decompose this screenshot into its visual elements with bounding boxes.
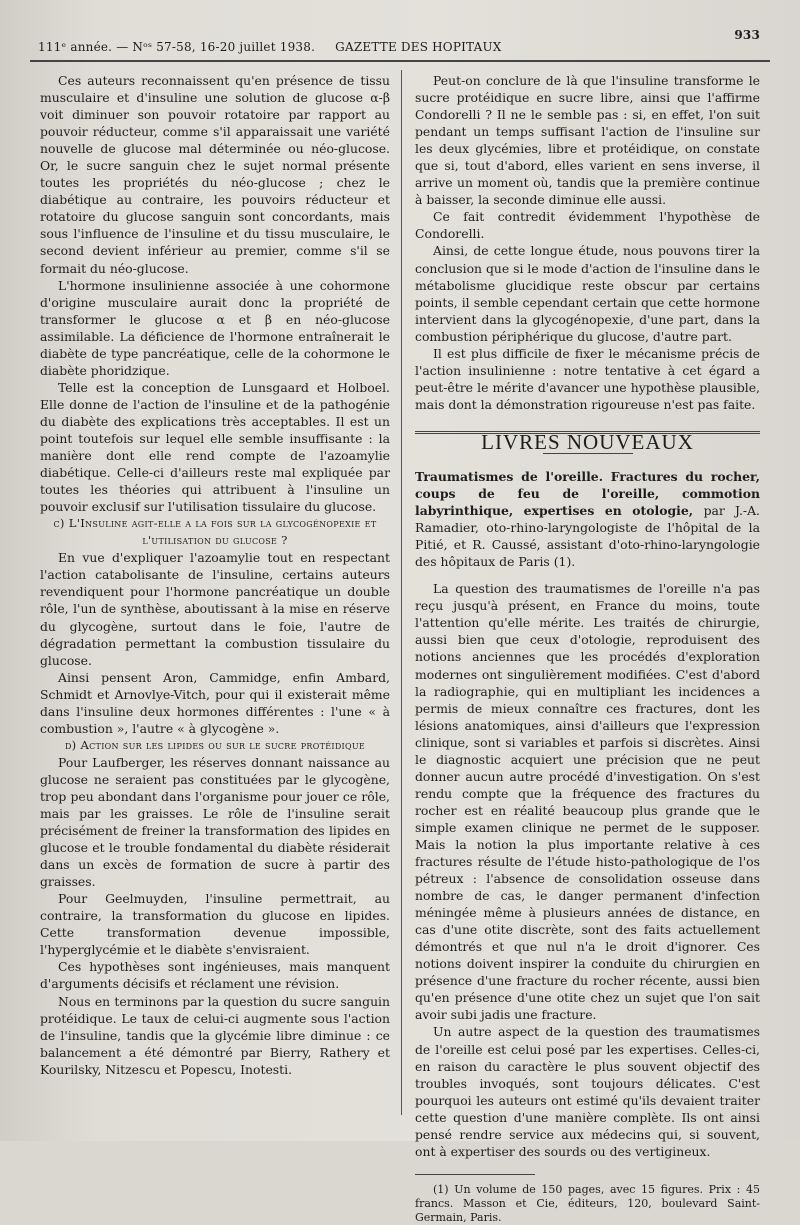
book-review-title [415, 468, 760, 570]
paragraph: Peut-on conclure de là que l'insuline transforme le sucre protéidique en sucre libre, ainsi que l'affirme Condorelli ? Il ne le semble pas : si, en effet, l'on suit pendant un temps suffisant l'action de l'insuline sur les deux glycémies, libre et protéidique, on constate que si, tout d'abord, elles varient en sens inverse, il arrive un moment où, tandis que la première continue à baisser, la seconde diminue elle aussi. [415, 73, 760, 208]
section-heading-d: d) Action sur les lipides ou sur le sucre protéidique [64, 737, 366, 752]
paragraph: Un autre aspect de la question des traumatismes de l'oreille est celui posé par les expertises. Celles-ci, en raison du caractère le plus souvent objectif des troubles invoqués, sont toujours délicates. C'est pourquoi les auteurs ont estimé qu'ils devaient traiter cette question d'une manière complète. Ils ont ainsi pensé rendre service aux médecins qui, si souvent, ont à expertiser des sourds ou des vertigineux. [415, 1024, 760, 1159]
left-column [40, 72, 390, 1078]
book-title: Traumatismes de l'oreille. Fractures du rocher, coups de feu de l'oreille, commotion labyrinthique, expertises en otologie, [415, 468, 760, 519]
paragraph: Ces auteurs reconnaissent qu'en présence de tissu musculaire et d'insuline une solution de glucose α-β voit diminuer son pouvoir rotatoire par rapport au pouvoir réducteur, comme s'il apparaissait une variété nouvelle de glucose mal déterminée ou néo-glucose. Or, le sucre sanguin chez le sujet normal présente toutes les propriétés du néo-glucose ; chez le diabétique au contraire, les pouvoirs réducteur et rotatoire du glucose sanguin sont concordants, mais sous l'influence de l'insuline et du tissu musculaire, le second devient inférieur au premier, comme s'il se formait du néo-glucose. [40, 73, 390, 276]
paragraph: L'hormone insulinienne associée à une cohormone d'origine musculaire aurait donc la propriété de transformer le glucose α et β en néo-glucose assimilable. La déficience de l'hormone entraînerait le diabète de type pancréatique, celle de la cohormone le diabète phoridzique. [40, 277, 390, 378]
book-authors: par J.-A. Ramadier, oto-rhino-laryngologiste de l'hôpital de la Pitié, et R. Caussé, assistant d'oto-rhino-laryngologie des hôpitaux de Paris (1). [415, 503, 760, 570]
paragraph: Ainsi pensent Aron, Cammidge, enfin Ambard, Schmidt et Arnovlye-Vitch, pour qui il existerait même dans l'insuline deux hormones différentes : l'une « à combustion », l'autre « à glycogène ». [40, 669, 390, 736]
paragraph: Nous en terminons par la question du sucre sanguin protéidique. Le taux de celui-ci augmente sous l'action de l'insuline, tandis que la glycémie libre diminue : ce balancement a été démontré par Bierry, Rathery et Kourilsky, Nitzescu et Popescu, Inotesti. [40, 993, 390, 1077]
footnote-rule [415, 1174, 535, 1175]
paragraph: Ainsi, de cette longue étude, nous pouvons tirer la conclusion que si le mode d'action de l'insuline dans le métabolisme glucidique reste obscur par certains points, il semble cependant certain que cette hormone intervient dans la glycogénopexie, d'une part, dans la combustion périphérique du glucose, d'autre part. [415, 243, 760, 344]
paragraph: Telle est la conception de Lunsgaard et Holboel. Elle donne de l'action de l'insuline et de la pathogénie du diabète des explications très acceptables. Il est un point toutefois sur lequel elle semble insuffisante : la manière dont elle rend compte de l'azoamylie diabétique. Celle-ci d'ailleurs reste mal expliquée par toutes les théories qui attribuent à l'insuline un pouvoir exclusif sur l'utilisation tissulaire du glucose. [40, 379, 390, 515]
paragraph: La question des traumatismes de l'oreille n'a pas reçu jusqu'à présent, en France du moins, toute l'attention qu'elle mérite. Les traités de chirurgie, aussi bien que ceux d'otologie, reproduisent des notions anciennes que les procédés d'exploration modernes ont singulièrement modifiées. C'est d'abord la radiographie, qui en multipliant les incidences a permis de mieux connaître ces fractures, dont les lésions anatomiques, ainsi d'ailleurs que l'expression clinique, sont si variables et parfois si discrètes. Ainsi le diagnostic acquiert une précision que ne peut donner aucun autre procédé d'investigation. On s'est rendu compte que la fréquence des fractures du rocher est en réalité beaucoup plus grande que le simple examen clinique ne permet de le supposer. Mais la notion la plus importante relative à ces fractures résulte de l'étude histo-pathologique de l'os pétreux : l'absence de consolidation osseuse dans nombre de cas, le danger permanent d'infection méningée même à plusieurs années de distance, en cas d'une otite discrète, sont des faits actuellement démontrés et que nul n'a le droit d'ignorer. Ces notions doivent inspirer la conduite du chirurgien en présence d'une fracture du rocher récente, aussi bien qu'en présence d'une otite chez un sujet que l'on sait avoir subi jadis une fracture. [415, 581, 760, 1023]
paragraph: Il est plus difficile de fixer le mécanisme précis de l'action insulinienne : notre tentative à cet égard a peut-être le mérite d'avancer une hypothèse plausible, mais dont la démonstration rigoureuse n'est pas faite. [415, 345, 760, 412]
paragraph: Pour Laufberger, les réserves donnant naissance au glucose ne seraient pas constituées par le glycogène, trop peu abondant dans l'organisme pour jouer ce rôle, mais par les graisses. Le rôle de l'insuline serait précisément de freiner la transformation des lipides en glucose et le trouble fondamental du diabète résiderait dans un excès de formation de sucre à partir des graisses. [40, 754, 390, 890]
running-header [38, 28, 768, 56]
issue-line [38, 40, 502, 54]
paragraph: Ces hypothèses sont ingénieuses, mais manquent d'arguments décisifs et réclament une révision. [40, 959, 390, 992]
header-rule [30, 60, 770, 62]
paragraph: En vue d'expliquer l'azoamylie tout en respectant l'action catabolisante de l'insuline, certains auteurs revendiquent pour l'hormone pancréatique un double rôle, l'un de synthèse, aboutissant à la mise en réserve du glycogène, surtout dans le foie, l'autre de dégradation permettant la combustion tissulaire du glucose. [40, 550, 390, 668]
page-number: 933 [734, 28, 760, 42]
footnote: (1) Un volume de 150 pages, avec 15 figures. Prix : 45 francs. Masson et Cie, éditeurs, 120, boulevard Saint-Germain, Paris. [415, 1182, 760, 1224]
column-divider [401, 70, 402, 1115]
paragraph: Ce fait contredit évidemment l'hypothèse de Condorelli. [415, 209, 760, 242]
issue-date: 111ᵉ année. — Nᵒˢ 57-58, 16-20 juillet 1938. [38, 40, 316, 54]
section-title-livres: LIVRES NOUVEAUX [481, 429, 694, 454]
journal-title: GAZETTE DES HOPITAUX [335, 40, 502, 54]
right-column [415, 72, 760, 1225]
section-heading-c: c) L'Insuline agit-elle a la fois sur la glycogénopexie et l'utilisation du glucose ? [53, 516, 377, 548]
paragraph: Pour Geelmuyden, l'insuline permettrait, au contraire, la transformation du glucose en lipides. Cette transformation devenue impossible, l'hyperglycémie et le diabète s'envisraient. [40, 891, 390, 958]
